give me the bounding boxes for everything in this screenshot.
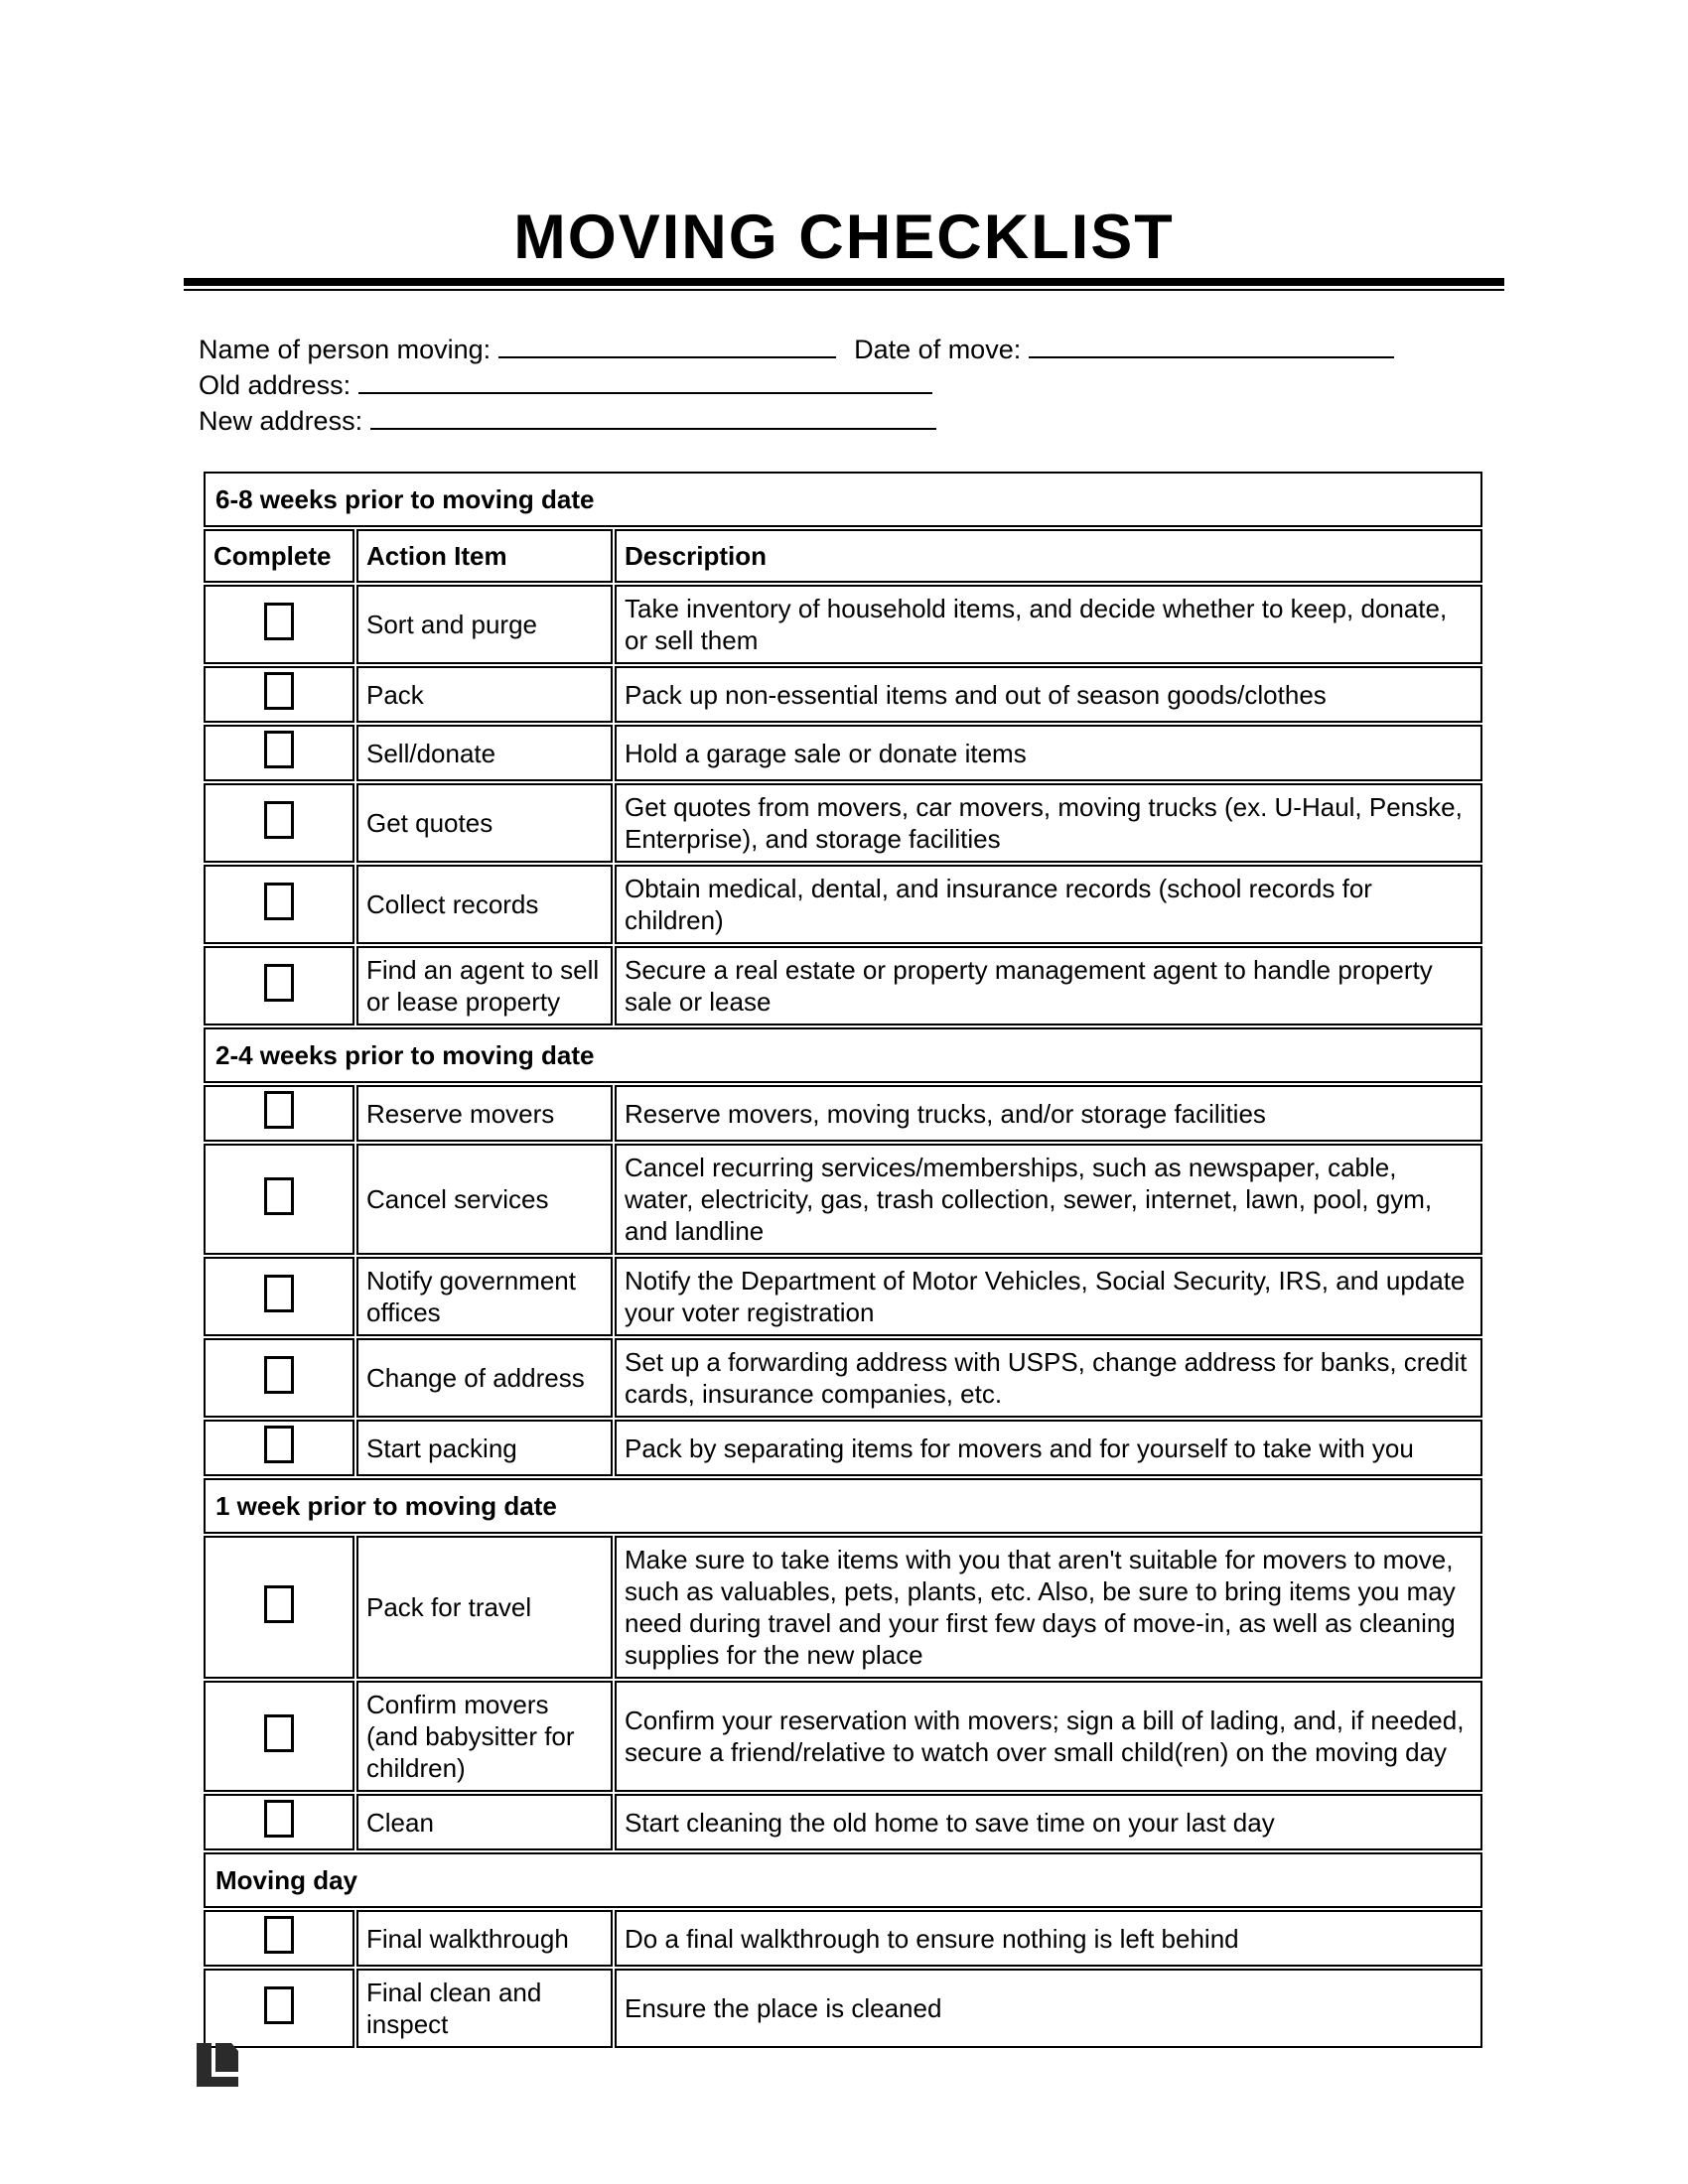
table-row xyxy=(204,1338,1482,1418)
complete-cell xyxy=(204,1144,354,1255)
action-item-cell: Clean xyxy=(356,1794,613,1850)
action-item-cell: Sort and purge xyxy=(356,585,613,664)
title-divider xyxy=(184,278,1504,291)
checkbox[interactable] xyxy=(264,1986,294,2024)
checkbox[interactable] xyxy=(264,1091,294,1129)
checkbox[interactable] xyxy=(264,1356,294,1394)
complete-cell xyxy=(204,865,354,944)
complete-cell xyxy=(204,946,354,1025)
name-of-person-label: Name of person moving: xyxy=(199,335,492,364)
description-cell: Set up a forwarding address with USPS, change address for banks, credit cards, insurance companies, etc. xyxy=(615,1338,1482,1418)
action-item-cell: Start packing xyxy=(356,1420,613,1476)
description-cell: Reserve movers, moving trucks, and/or storage facilities xyxy=(615,1085,1482,1142)
title-divider-thin-line xyxy=(184,289,1504,291)
table-row xyxy=(204,725,1482,781)
complete-cell xyxy=(204,1085,354,1142)
checkbox[interactable] xyxy=(264,1177,294,1215)
checkbox[interactable] xyxy=(264,1585,294,1623)
form-row-old-address xyxy=(199,366,1489,402)
table-row xyxy=(204,1257,1482,1336)
table-row xyxy=(204,946,1482,1025)
page-title: MOVING CHECKLIST xyxy=(513,203,1175,272)
column-header-description: Description xyxy=(615,529,1482,583)
complete-cell xyxy=(204,585,354,664)
form-row-name-date xyxy=(199,331,1489,366)
mover-info-form xyxy=(199,331,1489,438)
description-cell: Hold a garage sale or donate items xyxy=(615,725,1482,781)
table-row xyxy=(204,1085,1482,1142)
action-item-cell: Final clean and inspect xyxy=(356,1969,613,2048)
title-divider-thick-line xyxy=(184,278,1504,286)
action-item-cell: Pack xyxy=(356,666,613,723)
complete-cell xyxy=(204,1969,354,2048)
column-header-action-item: Action Item xyxy=(356,529,613,583)
table-row xyxy=(204,783,1482,863)
description-cell: Do a final walkthrough to ensure nothing is left behind xyxy=(615,1910,1482,1967)
checkbox[interactable] xyxy=(264,1426,294,1463)
date-of-move-label: Date of move: xyxy=(854,335,1022,364)
checkbox[interactable] xyxy=(264,1800,294,1838)
section-header-row xyxy=(204,1852,1482,1908)
old-address-input-line[interactable] xyxy=(358,366,932,394)
checkbox[interactable] xyxy=(264,964,294,1002)
section-header-1-week: 1 week prior to moving date xyxy=(204,1478,1482,1534)
complete-cell xyxy=(204,1536,354,1679)
action-item-cell: Notify government offices xyxy=(356,1257,613,1336)
table-row xyxy=(204,1144,1482,1255)
description-cell: Confirm your reservation with movers; sign a bill of lading, and, if needed, secure a friend/relative to watch over small child(ren) on the moving day xyxy=(615,1681,1482,1792)
action-item-cell: Sell/donate xyxy=(356,725,613,781)
complete-cell xyxy=(204,1794,354,1850)
checkbox[interactable] xyxy=(264,672,294,710)
table-row xyxy=(204,1794,1482,1850)
legal-templates-logo-icon xyxy=(197,2043,238,2087)
old-address-label: Old address: xyxy=(199,370,352,400)
table-row xyxy=(204,1420,1482,1476)
checkbox[interactable] xyxy=(264,801,294,839)
table-row xyxy=(204,1969,1482,2048)
date-of-move-input-line[interactable] xyxy=(1029,331,1394,358)
description-cell: Ensure the place is cleaned xyxy=(615,1969,1482,2048)
complete-cell xyxy=(204,1257,354,1336)
moving-checklist-table xyxy=(202,470,1484,2050)
complete-cell xyxy=(204,1681,354,1792)
checkbox[interactable] xyxy=(264,1275,294,1312)
section-header-row xyxy=(204,472,1482,527)
table-row xyxy=(204,1681,1482,1792)
action-item-cell: Reserve movers xyxy=(356,1085,613,1142)
checkbox[interactable] xyxy=(264,1916,294,1954)
table-row xyxy=(204,666,1482,723)
column-header-row xyxy=(204,529,1482,583)
action-item-cell: Get quotes xyxy=(356,783,613,863)
description-cell: Notify the Department of Motor Vehicles, Social Security, IRS, and update your voter registration xyxy=(615,1257,1482,1336)
complete-cell xyxy=(204,666,354,723)
action-item-cell: Collect records xyxy=(356,865,613,944)
table-row xyxy=(204,585,1482,664)
name-of-person-input-line[interactable] xyxy=(498,331,836,358)
logo-document-shape xyxy=(215,2043,238,2072)
action-item-cell: Pack for travel xyxy=(356,1536,613,1679)
column-header-complete: Complete xyxy=(204,529,354,583)
action-item-cell: Change of address xyxy=(356,1338,613,1418)
complete-cell xyxy=(204,1910,354,1967)
checkbox[interactable] xyxy=(264,883,294,920)
complete-cell xyxy=(204,725,354,781)
section-header-moving-day: Moving day xyxy=(204,1852,1482,1908)
checkbox[interactable] xyxy=(264,731,294,768)
section-header-row xyxy=(204,1027,1482,1083)
checkbox[interactable] xyxy=(264,1714,294,1752)
description-cell: Cancel recurring services/memberships, such as newspaper, cable, water, electricity, gas, trash collection, sewer, internet, lawn, pool, gym, and landline xyxy=(615,1144,1482,1255)
complete-cell xyxy=(204,1338,354,1418)
description-cell: Pack by separating items for movers and for yourself to take with you xyxy=(615,1420,1482,1476)
description-cell: Secure a real estate or property management agent to handle property sale or lease xyxy=(615,946,1482,1025)
description-cell: Get quotes from movers, car movers, moving trucks (ex. U-Haul, Penske, Enterprise), and storage facilities xyxy=(615,783,1482,863)
logo-l-horizontal-bar xyxy=(197,2077,238,2087)
action-item-cell: Confirm movers (and babysitter for children) xyxy=(356,1681,613,1792)
section-header-2-4-weeks: 2-4 weeks prior to moving date xyxy=(204,1027,1482,1083)
description-cell: Take inventory of household items, and decide whether to keep, donate, or sell them xyxy=(615,585,1482,664)
new-address-label: New address: xyxy=(199,406,363,436)
complete-cell xyxy=(204,783,354,863)
table-row xyxy=(204,1910,1482,1967)
checkbox[interactable] xyxy=(264,603,294,640)
action-item-cell: Cancel services xyxy=(356,1144,613,1255)
form-row-new-address xyxy=(199,402,1489,438)
description-cell: Pack up non-essential items and out of season goods/clothes xyxy=(615,666,1482,723)
action-item-cell: Final walkthrough xyxy=(356,1910,613,1967)
action-item-cell: Find an agent to sell or lease property xyxy=(356,946,613,1025)
table-row xyxy=(204,865,1482,944)
section-header-6-8-weeks: 6-8 weeks prior to moving date xyxy=(204,472,1482,527)
description-cell: Start cleaning the old home to save time on your last day xyxy=(615,1794,1482,1850)
table-row xyxy=(204,1536,1482,1679)
section-header-row xyxy=(204,1478,1482,1534)
new-address-input-line[interactable] xyxy=(370,402,936,430)
complete-cell xyxy=(204,1420,354,1476)
description-cell: Obtain medical, dental, and insurance records (school records for children) xyxy=(615,865,1482,944)
description-cell: Make sure to take items with you that aren't suitable for movers to move, such as valuables, pets, plants, etc. Also, be sure to bring items you may need during travel and your first few days of move-in, as well as cleaning supplies for the new place xyxy=(615,1536,1482,1679)
